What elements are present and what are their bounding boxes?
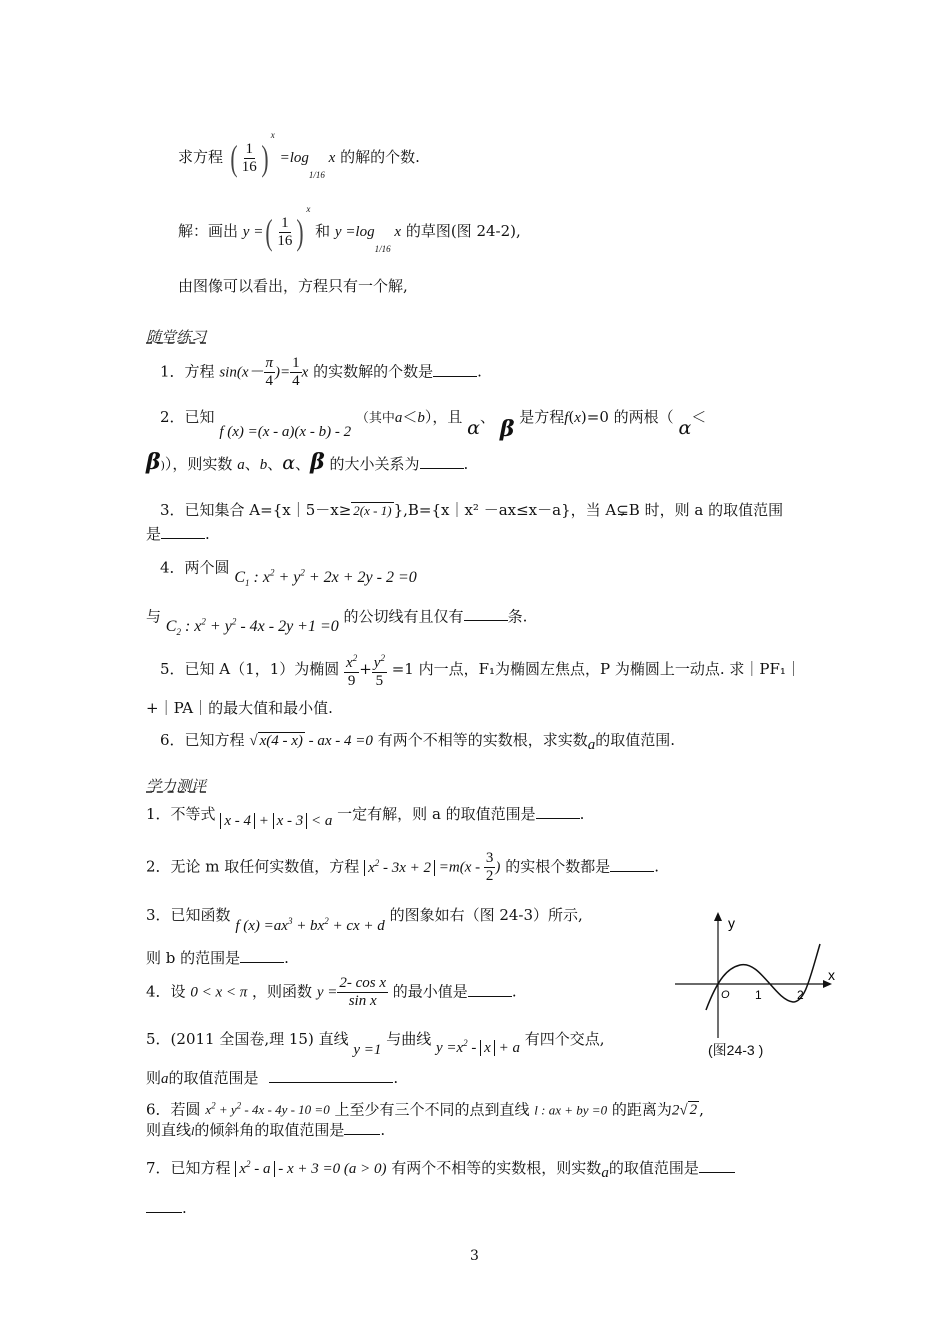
- text: ），且: [424, 408, 463, 426]
- practice-4-line2: 与 $C_2$ : $x^2 + y^2 - 4x - 2y +1 =0$ 的公切线有且仅有 条.: [146, 607, 528, 638]
- number: 1．: [160, 362, 185, 381]
- number: 4．: [160, 558, 185, 577]
- answer-blank[interactable]: [240, 948, 284, 963]
- tick-label-2: 2: [797, 988, 804, 1002]
- text: =0 的两根（: [586, 408, 674, 426]
- text: .: [654, 857, 659, 876]
- text: .: [579, 805, 585, 823]
- text: 1．不等式: [146, 805, 216, 823]
- text: 3．已知函数: [146, 906, 231, 924]
- text: 的解的个数.: [340, 148, 420, 166]
- number: 2．: [160, 408, 185, 426]
- text: .: [380, 1121, 386, 1139]
- practice-5-line1: 5．已知 A（1，1）为椭圆 $\frac{x^2}{9}$ + $\frac{y^2}{5}$ =1 内一点，F₁为椭圆左焦点，P 为椭圆上一动点. 求｜PF₁｜: [160, 650, 801, 694]
- text: ,: [699, 1100, 704, 1119]
- practice-3-line1: 3．已知集合 A={x｜5－x≥ 2(x - 1) },B={x｜x² －ax≤x－a}，当 A⊊B 时，则 a 的取值范围: [160, 501, 784, 519]
- tick-label-1: 1: [755, 988, 762, 1002]
- text: 和: [315, 222, 331, 240]
- y-label: y: [728, 915, 735, 931]
- text: 解：画出: [178, 222, 239, 240]
- example-question: 求方程 ( $\frac{1}{16}$ )$^x =\log_{1/16}$ x 的解的个数.: [178, 130, 420, 180]
- text: .: [205, 525, 210, 543]
- text: .: [182, 1199, 187, 1217]
- text: 的实数解的个数是: [313, 362, 434, 381]
- assessment-3-line2: [146, 948, 289, 968]
- text: =1 内一点，F₁为椭圆左焦点，P 为椭圆上一动点. 求｜PF₁｜: [391, 660, 801, 678]
- text: .: [463, 455, 469, 473]
- text: 有四个交点,: [524, 1030, 605, 1048]
- assessment-2: 2．无论 m 取任何实数值，方程 $x^2 - 3x + 2 =m(x$ - $\frac{3}{2}$ ) 的实根个数都是 .: [146, 850, 659, 884]
- text: 的大小关系为: [329, 455, 420, 473]
- x-label: x: [828, 967, 835, 983]
- answer-blank[interactable]: [420, 454, 464, 469]
- text: },B={x｜x² －ax≤x－a}，当 A⊊B 时，则 a 的取值范围: [393, 501, 784, 519]
- text: 已知方程: [184, 731, 245, 749]
- practice-2-line2: β)），则实数 a、b、α、β 的大小关系为 .: [146, 449, 469, 475]
- cubic-graph-figure: [670, 908, 845, 1058]
- answer-blank[interactable]: [468, 982, 512, 997]
- text: 的距离为: [611, 1100, 672, 1119]
- text: 求方程: [178, 148, 224, 166]
- assessment-7-line1: 7．已知方程 $x^2 - a - x + 3 =0$ (a > 0) 有两个不相等的实数根，则实数a的取值范围是: [146, 1154, 735, 1182]
- fraction: $\frac{1}{16}$: [241, 140, 257, 175]
- text: 的草图(图 24-2),: [405, 222, 521, 240]
- text: 上至少有三个不同的点到直线: [334, 1100, 530, 1119]
- example-conclusion: 由图像可以看出，方程只有一个解,: [178, 277, 408, 295]
- text: 的倾斜角的取值范围是: [194, 1121, 345, 1139]
- answer-blank[interactable]: [269, 1068, 393, 1083]
- assessment-7-line2: [146, 1198, 187, 1218]
- answer-blank-cont[interactable]: [146, 1198, 182, 1213]
- text: 的图象如右（图 24-3）所示,: [389, 906, 583, 924]
- text: ），则实数: [164, 455, 233, 473]
- text: 的实根个数都是: [505, 857, 611, 876]
- text: 的取值范围是: [168, 1069, 259, 1087]
- practice-4-line1: 4．两个圆 $C_1$ : $x^2 + y^2 + 2x + 2y - 2 =0$: [160, 558, 417, 589]
- assessment-6-line2: 则直线l的倾斜角的取值范围是 .: [146, 1121, 386, 1139]
- assessment-6-line1: 6．若圆 $x^2 + y^2 - 4x - 4y - 10 =0$ 上至少有三个不同的点到直线 l : ax + by =0 的距离为2√ 2 ,: [146, 1100, 704, 1119]
- text: 的取值范围.: [595, 731, 675, 749]
- number: 6．: [160, 731, 185, 749]
- answer-blank[interactable]: [610, 857, 654, 872]
- y-axis-arrow: [714, 912, 722, 921]
- text: 2．无论 m 取任何实数值，方程: [146, 857, 360, 876]
- text: 是: [146, 525, 162, 543]
- assessment-heading: 学力测评: [146, 777, 207, 795]
- text: 已知: [184, 408, 215, 426]
- example-solution: 解：画出 y =( $\frac{1}{16}$ )$^x$ 和 $y =\log_{1/16}$ x 的草图(图 24-2),: [178, 204, 521, 254]
- answer-blank[interactable]: [699, 1158, 735, 1173]
- practice-1: 1．方程 sin(x－ $\frac{\pi}{4}$ )= $\frac{1}{4}$ x 的实数解的个数是 .: [160, 355, 482, 389]
- text: 4．设: [146, 982, 186, 1001]
- assessment-5-line1: 5．(2011 全国卷,理 15) 直线 y =1 与曲线 $y =x^2 - x + a$ 有四个交点,: [146, 1030, 605, 1058]
- page-number: 3: [470, 1248, 479, 1264]
- assessment-1: 1．不等式 x - 4 + x - 3 < a 一定有解，则 a 的取值范围是 .: [146, 805, 585, 829]
- practice-3-line2: [146, 524, 210, 544]
- text: .: [284, 949, 289, 967]
- answer-blank[interactable]: [433, 362, 477, 377]
- assessment-3-line1: 3．已知函数 f $(x) =ax^3 + bx^2$ + cx + d 的图象如右（图 24-3）所示,: [146, 906, 583, 934]
- assessment-5-line2: 则a的取值范围是 .: [146, 1069, 399, 1087]
- text: 是方程: [519, 408, 565, 426]
- text: 条.: [507, 607, 528, 626]
- text: 则直线: [146, 1121, 192, 1139]
- answer-blank[interactable]: [161, 524, 205, 539]
- practice-2-line1: 2．已知 f (x) =(x - a)(x - b) - 2 （其中a＜b），且 α、 β 是方程f(x)=0 的两根（ α＜: [160, 408, 707, 442]
- text: 5．(2011 全国卷,理 15) 直线: [146, 1030, 349, 1048]
- text: 与: [146, 607, 162, 626]
- text: （其中: [355, 411, 395, 426]
- text: ，则函数: [252, 982, 313, 1001]
- text: 6．若圆: [146, 1100, 201, 1119]
- text: .: [511, 982, 517, 1001]
- text: 3．已知集合 A={x｜5－x≥: [160, 501, 352, 519]
- figure-caption: (图24-3 ): [708, 1042, 764, 1058]
- answer-blank[interactable]: [464, 606, 508, 621]
- text: 有两个不相等的实数根，求实数: [377, 731, 588, 749]
- text: .: [477, 362, 482, 381]
- origin-label: O: [721, 989, 730, 1001]
- text: 方程: [184, 362, 215, 381]
- text: 的取值范围是: [608, 1159, 699, 1177]
- text: 7．已知方程: [146, 1159, 231, 1177]
- text: 一定有解，则 a 的取值范围是: [337, 805, 536, 823]
- text: 的公切线有且仅有: [343, 607, 464, 626]
- text: 则: [146, 1069, 162, 1087]
- practice-5-line2: +｜PA｜的最大值和最小值.: [146, 699, 333, 717]
- practice-6: 6．已知方程 √ x(4 - x) - ax - 4 =0 有两个不相等的实数根，求实数a的取值范围.: [160, 731, 675, 753]
- practice-heading: 随堂练习: [146, 328, 207, 346]
- answer-blank[interactable]: [536, 804, 580, 819]
- text: 有两个不相等的实数根，则实数: [391, 1159, 602, 1177]
- text: .: [393, 1069, 399, 1087]
- text: 5．已知 A（1，1）为椭圆: [160, 660, 340, 678]
- text: 两个圆: [184, 558, 230, 577]
- text: 与曲线: [386, 1030, 432, 1048]
- text: 的最小值是: [392, 982, 468, 1001]
- answer-blank[interactable]: [344, 1120, 380, 1135]
- text: 则 b 的范围是: [146, 949, 241, 967]
- assessment-4: 4．设 0 < x < π ，则函数 y = $\frac{\text{2- cos x}}{\text{sin x}}$ 的最小值是 .: [146, 975, 517, 1009]
